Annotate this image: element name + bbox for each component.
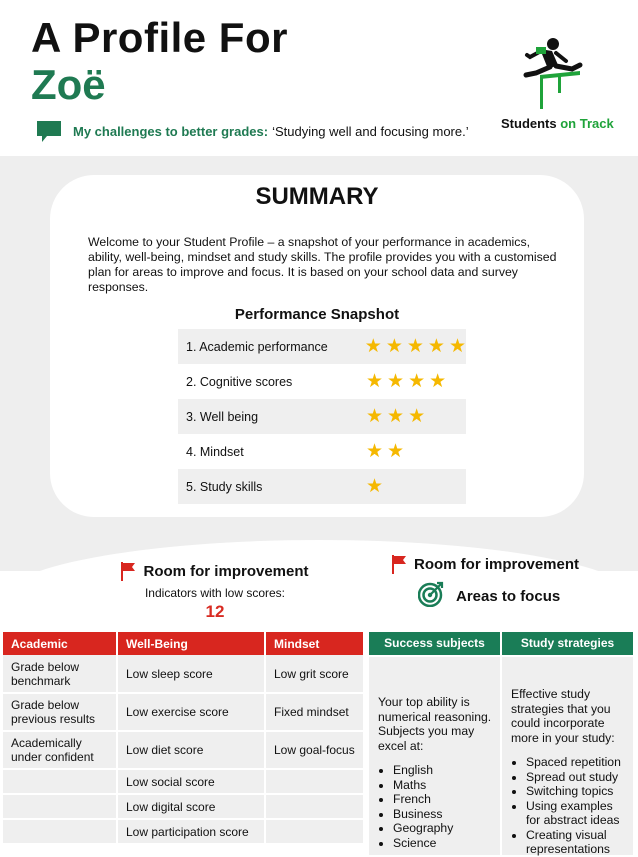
snapshot-label: 2. Cognitive scores: [186, 374, 293, 389]
table-row: [3, 794, 364, 819]
star-icon: ★: [366, 406, 384, 427]
snapshot-label: 4. Mindset: [186, 444, 244, 459]
star-icon: ★: [406, 336, 424, 357]
star-rating: [346, 442, 466, 461]
list-item: • French: [393, 792, 492, 807]
list-item: • Switching topics: [526, 784, 625, 799]
star-icon: ★: [366, 476, 384, 497]
star-rating: [346, 372, 466, 391]
table-row: [3, 731, 364, 769]
success-subjects-column: [369, 632, 500, 855]
table-row: [3, 655, 364, 693]
success-header: Success subjects: [369, 632, 500, 655]
col-well-being: Well-Being: [117, 632, 265, 655]
improvement-heading: Room for improvement: [143, 562, 309, 580]
table-cell: Low diet score: [117, 731, 265, 769]
table-cell: Low goal-focus: [265, 731, 364, 769]
page-title: A Profile For: [31, 14, 288, 61]
list-item: • Spaced repetition: [526, 755, 625, 770]
logo-text-accent: on Track: [560, 116, 614, 131]
star-icon: ★: [408, 371, 426, 392]
table-cell: Low digital score: [117, 794, 265, 819]
summary-card: [50, 175, 584, 517]
star-icon: ★: [366, 371, 384, 392]
flag-icon: [392, 555, 406, 573]
list-item: • Spread out study: [526, 770, 625, 785]
star-rating: [346, 477, 466, 496]
challenge-text: ‘Studying well and focusing more.’: [272, 123, 469, 139]
star-icon: ★: [385, 336, 403, 357]
improvement-summary: [100, 562, 330, 622]
improvement-sub: Indicators with low scores:: [144, 586, 286, 600]
table-cell: Low exercise score: [117, 693, 265, 731]
speech-bubble-icon: [37, 121, 61, 141]
flag-icon: [121, 562, 135, 580]
summary-text: Welcome to your Student Profile – a snapshot of your performance in academics, ability, well-being, mindset and study skills. The profile provides you with a customised plan for areas to improve and focus. It is based on your school data and survey responses.: [88, 235, 557, 294]
star-icon: ★: [429, 371, 447, 392]
snapshot-row: [178, 469, 466, 504]
target-icon: [418, 581, 444, 611]
list-item: • English: [393, 763, 492, 778]
success-text: Your top ability is numerical reasoning. Subjects you may excel at:: [378, 695, 492, 753]
table-cell: [3, 794, 117, 819]
snapshot-table: [178, 329, 466, 504]
improvement-table: [3, 632, 365, 845]
table-cell: Fixed mindset: [265, 693, 364, 731]
star-icon: ★: [387, 371, 405, 392]
list-item: • Science: [393, 836, 492, 851]
snapshot-title: Performance Snapshot: [234, 306, 400, 323]
list-item: • Using examples for abstract ideas: [526, 799, 625, 828]
snapshot-label: 5. Study skills: [186, 479, 263, 494]
list-item: • Maths: [393, 778, 492, 793]
col-academic: Academic: [3, 632, 117, 655]
table-cell: Grade below benchmark: [3, 655, 117, 693]
snapshot-row: [178, 329, 466, 364]
table-cell: Academically under confident: [3, 731, 117, 769]
student-name: Zoë: [31, 61, 106, 108]
table-cell: Grade below previous results: [3, 693, 117, 731]
table-cell: Low social score: [117, 769, 265, 794]
focus-table: [369, 632, 634, 855]
table-row: [3, 819, 364, 844]
strategy-header: Study strategies: [502, 632, 633, 655]
snapshot-label: 3. Well being: [186, 409, 259, 424]
star-icon: ★: [408, 406, 426, 427]
focus-summary: [392, 555, 632, 611]
table-cell: [3, 819, 117, 844]
table-cell: Low grit score: [265, 655, 364, 693]
snapshot-row: [178, 434, 466, 469]
list-item: • Business: [393, 807, 492, 822]
star-rating: [345, 337, 466, 356]
table-cell: Low sleep score: [117, 655, 265, 693]
star-icon: ★: [448, 336, 466, 357]
snapshot-label: 1. Academic performance: [186, 339, 328, 354]
table-row: [3, 769, 364, 794]
star-rating: [346, 407, 466, 426]
focus-subheading: Areas to focus: [456, 587, 561, 605]
strategy-list: [511, 755, 625, 857]
star-icon: ★: [364, 336, 382, 357]
challenge-line: [37, 121, 469, 141]
table-cell: [265, 769, 364, 794]
snapshot-row: [178, 399, 466, 434]
challenge-label: My challenges to better grades:: [73, 123, 269, 139]
star-icon: ★: [366, 441, 384, 462]
table-cell: [265, 819, 364, 844]
snapshot-row: [178, 364, 466, 399]
table-cell: Low participation score: [117, 819, 265, 844]
list-item: • Creating visual representations: [526, 828, 625, 857]
logo-text: [501, 116, 614, 131]
strategy-text: Effective study strategies that you could incorporate more in your study:: [511, 687, 615, 745]
logo-text-main: Students: [501, 116, 561, 131]
star-icon: ★: [387, 441, 405, 462]
table-cell: [265, 794, 364, 819]
table-cell: [3, 769, 117, 794]
star-icon: ★: [427, 336, 445, 357]
success-list: [378, 763, 492, 850]
study-strategies-column: [502, 632, 633, 855]
col-mindset: Mindset: [265, 632, 364, 655]
focus-heading: Room for improvement: [414, 555, 580, 573]
star-icon: ★: [387, 406, 405, 427]
low-score-count: 12: [205, 602, 225, 621]
table-row: [3, 693, 364, 731]
list-item: • Geography: [393, 821, 492, 836]
summary-title: SUMMARY: [255, 183, 379, 210]
